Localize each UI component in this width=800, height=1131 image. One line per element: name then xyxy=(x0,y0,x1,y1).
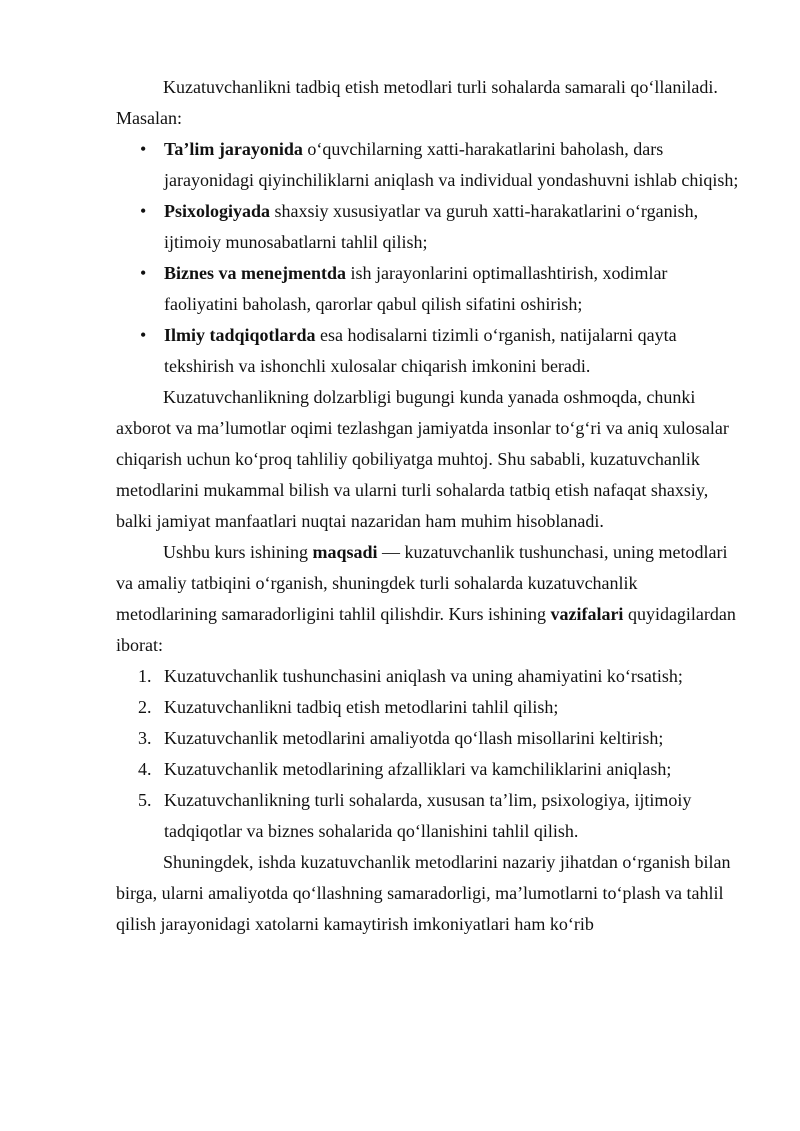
task-text: Kuzatuvchanlik tushunchasini aniqlash va uning ahamiyatini ko‘rsatish; xyxy=(164,666,683,686)
intro-paragraph: Kuzatuvchanlikni tadbiq etish metodlari turli sohalarda samarali qo‘llaniladi. Masalan: xyxy=(116,77,718,128)
list-item-research xyxy=(116,320,742,382)
list-item-text: o‘quvchilarning xatti-harakatlarini baholash, dars jarayonidagi qiyinchiliklarni aniqlash va individual yondashuvni ishlab chiqish; xyxy=(164,139,739,190)
goal-bold-term: maqsadi xyxy=(312,542,378,562)
bold-term: Psixologiyada xyxy=(164,201,271,221)
bullet-marker: • xyxy=(140,263,147,283)
list-item-business xyxy=(116,258,742,320)
goal-paragraph xyxy=(116,537,742,661)
task-number: 2. xyxy=(138,697,152,717)
task-item xyxy=(116,754,742,785)
task-number: 5. xyxy=(138,790,152,810)
task-text: Kuzatuvchanlikni tadbiq etish metodlarini tahlil qilish; xyxy=(164,697,559,717)
task-number: 1. xyxy=(138,666,152,686)
bullet-marker: • xyxy=(140,201,147,221)
task-text: Kuzatuvchanlik metodlarini amaliyotda qo‘llash misollarini keltirish; xyxy=(164,728,664,748)
task-text: Kuzatuvchanlik metodlarining afzalliklari va kamchiliklarini aniqlash; xyxy=(164,759,672,779)
document-page xyxy=(116,72,742,940)
bullet-marker: • xyxy=(140,139,147,159)
goal-suffix: quyidagilardan iborat: xyxy=(116,604,736,655)
task-text: Kuzatuvchanlikning turli sohalarda, xususan ta’lim, psixologiya, ijtimoiy tadqiqotlar va biznes sohalarida qo‘llanishini tahlil qilish. xyxy=(164,790,692,841)
closing-paragraph: Shuningdek, ishda kuzatuvchanlik metodlarini nazariy jihatdan o‘rganish bilan birga, ularni amaliyotda qo‘llashning samaradorligi, ma’lumotlarni to‘plash va tahlil qilish jarayonidagi xatolarni kamaytirish imkoniyatlari ham ko‘rib xyxy=(116,852,731,934)
list-item-education xyxy=(116,134,742,196)
list-item-text: esa hodisalarni tizimli o‘rganish, natijalarni qayta tekshirish va ishonchli xulosalar chiqarish imkonini beradi. xyxy=(164,325,677,376)
bold-term: Biznes va menejmentda xyxy=(164,263,346,283)
list-item-text: shaxsiy xususiyatlar va guruh xatti-harakatlarini o‘rganish, ijtimoiy munosabatlarni tahlil qilish; xyxy=(164,201,699,252)
application-areas-list xyxy=(116,134,742,382)
task-item xyxy=(116,785,742,847)
relevance-paragraph: Kuzatuvchanlikning dolzarbligi bugungi kunda yanada oshmoqda, chunki axborot va ma’lumotlar oqimi tezlashgan jamiyatda insonlar to‘g‘ri va aniq xulosalar chiqarish uchun ko‘proq tahliliy qobiliyatga muhtoj. Shu sababli, kuzatuvchanlik metodlarini mukammal bilish va ularni turli sohalarda tatbiq etish nafaqat shaxsiy, balki jamiyat manfaatlari nuqtai nazaridan ham muhim hisoblanadi. xyxy=(116,387,729,531)
bullet-marker: • xyxy=(140,325,147,345)
goal-prefix: Ushbu kurs ishining xyxy=(163,542,313,562)
tasks-bold-term: vazifalari xyxy=(550,604,624,624)
list-item-psychology xyxy=(116,196,742,258)
task-item xyxy=(116,692,742,723)
bold-term: Ilmiy tadqiqotlarda xyxy=(164,325,316,345)
goal-text: — kuzatuvchanlik tushunchasi, uning metodlari va amaliy tatbiqini o‘rganish, shuningdek turli sohalarda kuzatuvchanlik metodlarining samaradorligini tahlil qilishdir. Kurs ishining xyxy=(116,542,728,624)
task-number: 4. xyxy=(138,759,152,779)
task-number: 3. xyxy=(138,728,152,748)
tasks-list xyxy=(116,661,742,847)
task-item xyxy=(116,661,742,692)
bold-term: Ta’lim jarayonida xyxy=(164,139,303,159)
list-item-text: ish jarayonlarini optimallashtirish, xodimlar faoliyatini baholash, qarorlar qabul qilish sifatini oshirish; xyxy=(164,263,668,314)
task-item xyxy=(116,723,742,754)
